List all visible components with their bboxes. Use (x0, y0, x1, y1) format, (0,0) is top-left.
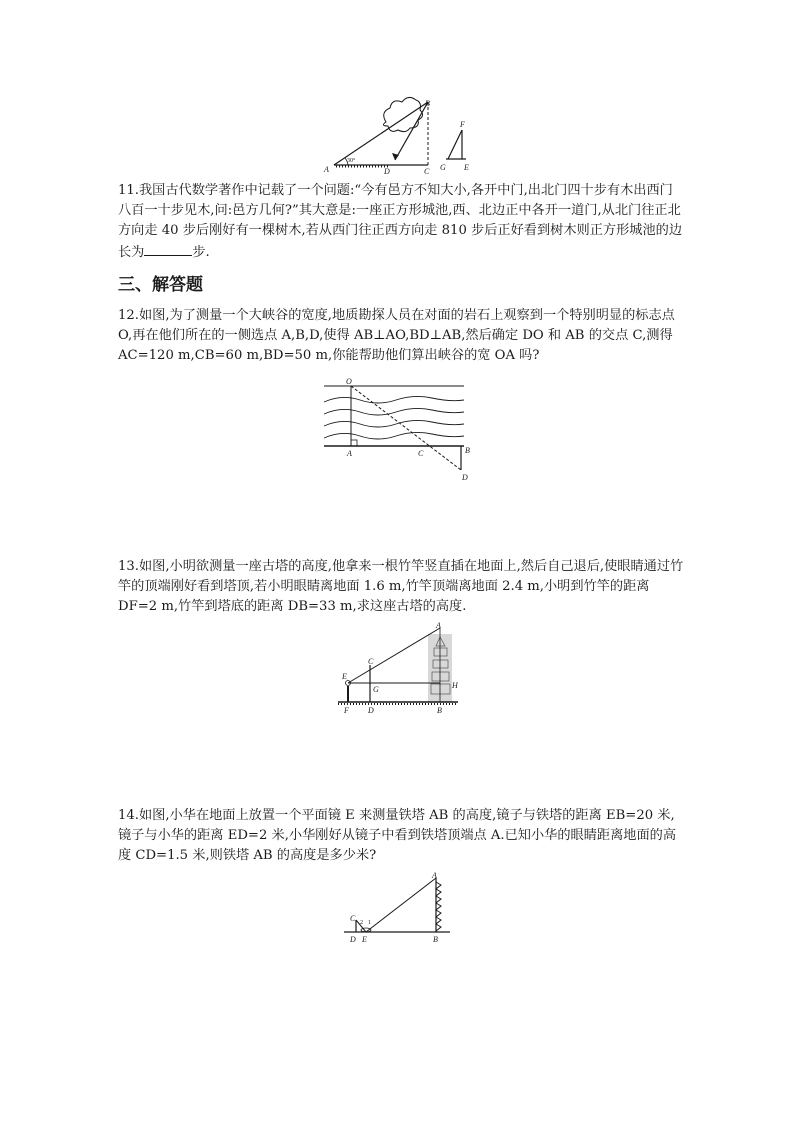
q11-suffix: 步. (192, 245, 210, 260)
label-C: C (418, 449, 424, 458)
label-B: B (465, 446, 470, 455)
q12-text: 12.如图,为了测量一个大峡谷的宽度,地质勘探人员在对面的岩石上观察到一个特别明显的标志点 O,再在他们所在的一侧选点 A,B,D,使得 AB⊥AO,BD⊥AB,然后确定 DO 和 AB 的交点 C,测得 AC=120 m,CB=60 m,BD=50 m,你能帮助他们算出峡谷的宽 OA 吗? (118, 308, 675, 363)
label-G: G (373, 685, 379, 694)
label-C: C (424, 167, 430, 176)
label-A: A (324, 165, 329, 174)
label-C: C (350, 914, 356, 923)
label-A: A (436, 621, 441, 630)
q11-body: 11.我国古代数学著作中记载了一个问题:“今有邑方不知大小,各开中门,出北门四十步有木出西门八百一十步见木,问:邑方几何?”其大意是:一座正方形城池,西、北边正中各开一道门,从北门往正北方向走 40 步后刚好有一棵树木,若从西门往正西方向走 810 步后正好看到树木则正方形城池的边长为 (118, 183, 683, 260)
label-D: D (350, 935, 356, 944)
label-E: E (464, 163, 469, 172)
label-D: D (462, 473, 468, 482)
q14-text: 14.如图,小华在地面上放置一个平面镜 E 来测量铁塔 AB 的高度,镜子与铁塔的距离 EB=20 米,镜子与小华的距离 ED=2 米,小华刚好从镜子中看到铁塔顶端点 A.已知小华的眼睛距离地面的高度 CD=1.5 米,则铁塔 AB 的高度是多少米? (118, 808, 677, 863)
label-F: F (460, 120, 465, 129)
label-C: C (368, 657, 374, 666)
label-H: H (452, 681, 458, 690)
angle-2: 2 (360, 920, 363, 926)
label-E: E (362, 935, 367, 944)
label-A: A (432, 871, 437, 880)
label-B: B (425, 99, 430, 108)
q13-text: 13.如图,小明欲测量一座古塔的高度,他拿来一根竹竿竖直插在地面上,然后自己退后,使眼睛通过竹竿的顶端刚好看到塔顶,若小明眼睛离地面 1.6 m,竹竿顶端离地面 2.4 m,小明到竹竿的距离 DF=2 m,竹竿到塔底的距离 DB=33 m,求这座古塔的高度. (118, 559, 684, 614)
label-B: B (437, 706, 442, 715)
label-E: E (342, 672, 347, 681)
label-O: O (346, 377, 352, 386)
angle-1: 1 (368, 920, 371, 926)
label-B: B (433, 935, 438, 944)
angle-30: 30° (347, 158, 356, 164)
label-A: A (347, 449, 352, 458)
label-D: D (384, 167, 390, 176)
label-G: G (440, 163, 446, 172)
label-D: D (368, 706, 374, 715)
label-F: F (344, 706, 349, 715)
section-title: 三、解答题 (118, 275, 203, 295)
